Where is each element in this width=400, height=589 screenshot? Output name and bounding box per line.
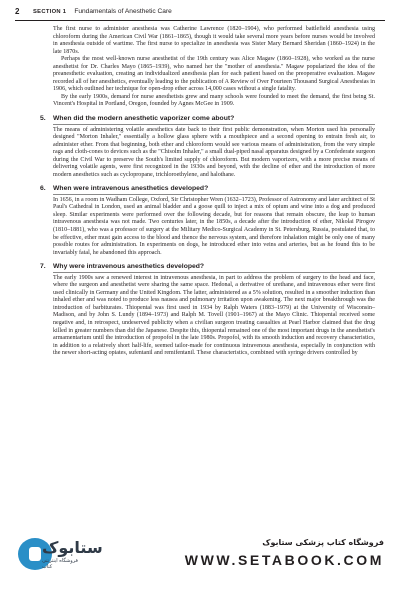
logo-tagline: فروشگاه اینترنتی کتاب — [42, 558, 78, 570]
question-number: 6. — [40, 185, 46, 193]
page-body — [40, 26, 375, 358]
logo-wordmark: ستابوک — [42, 538, 103, 557]
running-header — [15, 4, 385, 19]
question-text: When did the modern anesthetic vaporizer come about? — [53, 115, 235, 123]
answer-block — [53, 272, 375, 358]
body-paragraph: The first nurse to administer anesthesia was Catherine Lawrence (1820–1904), who performed battlefield anesthesia using chloroform during the American Civil War (1861–1865), though it would take several more years before nurses would be involved in anesthesia outside of wartime. The first nurse to specialize in anesthesia was Sister Mary Bernard Sheridan (1860–1924) in the late 1870s. — [53, 26, 375, 55]
answer-paragraph: The early 1900s saw a renewed interest in intravenous anesthesia, in part to address the problem of surgery to the head and face, where the surgeon and anesthetist were sharing the same space. Hedonal, a derivative of urethane, and intravenous ether were first used clinically in Germany and the United Kingdom. The latter, administered as a 5% solution, resulted in a smoother induction than inhaled ether and was noted to produce less nausea and pulmonary irritation upon awakening. The next major breakthrough was the introduction of barbiturates. Thiopental was first used in 1934 by Ralph Waters (1883–1979) at the University of Wisconsin–Madison, and by John S. Lundy (1894–1973) and Ralph M. Tovell (1901–1967) at the Mayo Clinic. Thiopental received some negative and, in retrospect, undeserved publicity when a civilian surgeon treating casualties at Pearl Harbor claimed that the drug killed in greater numbers than did the Japanese. Despite this, thiopental remained one of the most important drugs in the anesthetist's armamentarium until the introduction of propofol in the late 1980s. Propofol, with its smooth induction and recovery characteristics, in addition to a relatively short half-life, seemed tailor-made for continuous intravenous anesthesia, especially in conjunction with the newer short-acting opiates, sufentanil and remifentanil. These characteristics, combined with syringe drivers controlled by — [53, 274, 375, 357]
answer-block — [53, 194, 375, 257]
question-heading — [38, 262, 375, 271]
chapter-title: Fundamentals of Anesthetic Care — [74, 8, 172, 15]
answer-paragraph: In 1656, in a room in Wadham College, Oxford, Sir Christopher Wren (1632–1723), Professor of Astronomy and later architect of St Paul's Cathedral in London, used an animal bladder and a goose quill to inject a mix of opium and wine into a dog and produced sleep. Similar experiments were performed over the following decade, but for reasons that remain obscure, the leap to human intravenous anesthesia was not made. Two centuries later, in the 1850s, a decade after the introduction of ether, Nikolai Pirogov (1810–1881), who was a professor of surgery at the Military Medico-Surgical Academy in St. Petersburg, Russia, postulated that, to be effective, ether must gain access to the blood and thence the nervous system, and therefore inhalation might be only one of many possible routes for administration. In experiments on dogs, he introduced ether into veins and arteries, but as he found this to be invariably fatal, he abandoned this approach. — [53, 196, 375, 256]
store-name: فروشگاه کتاب پزشکی ستابوک — [262, 538, 384, 547]
body-paragraph: By the early 1900s, demand for nurse anesthetists grew and many schools were founded to meet the demand, the first being St. Vincent's Hospital in Portland, Oregon, founded by Agnes McGee in 1909. — [53, 93, 375, 108]
body-paragraph: Perhaps the most well-known nurse anesthetist of the 19th century was Alice Magaw (1860–1928), who worked as the nurse anesthetist for Dr. Charles Mayo (1865–1939), who named her the "mother of anesthesia." Magaw popularized the idea of the preanesthetic evaluation, creating an individualized anesthesia plan for each patient based on the preoperative evaluation. Magaw recorded all of her anesthetics, eventually leading to the publication of A Review of Over Fourteen Thousand Surgical Anesthesias in 1906, which outlined her technique for open-drop ether across 14,000 cases without a single fatality. — [53, 56, 375, 93]
question-number: 5. — [40, 115, 46, 123]
question-heading — [38, 114, 375, 123]
question-text: When were intravenous anesthetics developed? — [53, 185, 209, 193]
page-number: 2 — [15, 7, 20, 16]
answer-paragraph: The means of administering volatile anesthetics date back to their first public demonstration, when Morton used his personally designed "Morton Inhaler," essentially a hollow glass sphere with a mouthpiece and a second opening to entrain fresh air, to administer ether. From that beginning, both ether and chloroform would see various means of administration, from the very simple rags and cloth-cones to devices such as the "Chisolm Inhaler," a small dual-piped nasal apparatus designed by a Confederate surgeon during the Civil War to preserve the South's limited supply of chloroform. But modern vaporizers, with a more precise means of delivering volatile agents, were first recognized in the 1930s and beyond, with the decline of ether and the introduction of more modern anesthetics such as cyclopropane, trichloroethylene, and halothane. — [53, 126, 375, 178]
question-heading — [38, 184, 375, 193]
publisher-footer — [0, 528, 400, 589]
store-logo[interactable] — [14, 534, 103, 574]
section-label: SECTION 1 — [33, 8, 67, 15]
header-rule — [15, 20, 385, 21]
question-number: 7. — [40, 263, 46, 271]
question-text: Why were intravenous anesthetics developed? — [53, 263, 205, 271]
answer-block — [53, 124, 375, 179]
store-url-link[interactable]: WWW.SETABOOK.COM — [184, 552, 384, 568]
